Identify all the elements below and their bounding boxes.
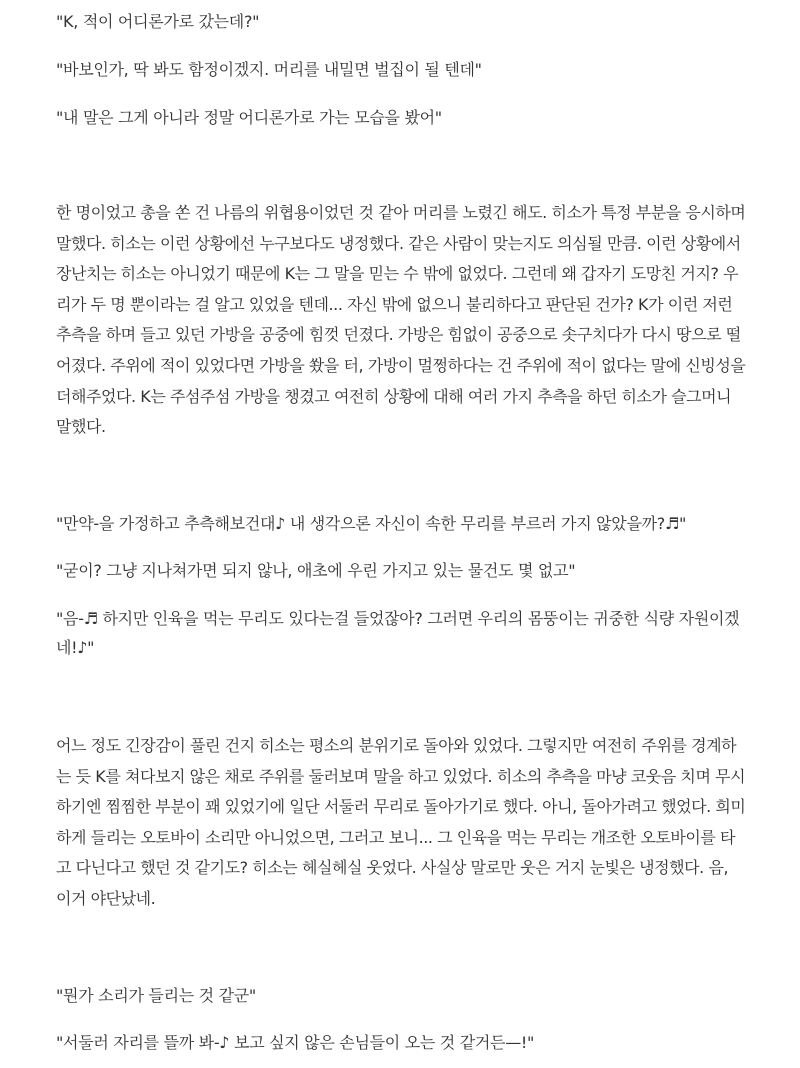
narration-paragraph: 어느 정도 긴장감이 풀린 건지 히소는 평소의 분위기로 돌아와 있었다. 그렇지만 여전히 주위를 경계하는 듯 K를 쳐다보지 않은 채로 주위를 둘러보며 말을 하고 있었다. 히소의 추측을 마냥 코웃음 치며 무시하기엔 찜찜한 부분이 꽤 있었기에 일단 서둘러 무리로 돌아가기로 했다. 아니, 돌아가려고 했었다. 희미하게 들리는 오토바이 소리만 아니었으면, 그러고 보니... 그 인육을 먹는 무리는 개조한 오토바이를 타고 다닌다고 했던 것 같기도? 히소는 헤실헤실 웃었다. 사실상 말로만 웃은 거지 눈빛은 냉정했다. 음, 이거 야단났네.: [56, 736, 746, 908]
dialogue-line: "바보인가, 딱 봐도 함정이겠지. 머리를 내밀면 벌집이 될 텐데": [56, 60, 482, 79]
dialogue-line: "K, 적이 어디론가로 갔는데?": [56, 12, 260, 31]
dialogue-line: "뭔가 소리가 들리는 것 같군": [56, 986, 256, 1005]
narration-paragraph: 한 명이었고 총을 쏜 건 나름의 위협용이었던 것 같아 머리를 노렸긴 해도. 히소가 특정 부분을 응시하며 말했다. 히소는 이런 상황에선 누구보다도 냉정했다. 같은 사람이 맞는지도 의심될 만큼. 이런 상황에서 장난치는 히소는 아니었기 때문에 K는 그 말을 믿는 수 밖에 없었다. 그런데 왜 갑자기 도망친 거지? 우리가 두 명 뿐이라는 걸 알고 있었을 텐데... 자신 밖에 없으니 불리하다고 판단된 건가? K가 이런 저런 추측을 하며 들고 있던 가방을 공중에 힘껏 던졌다. 가방은 힘없이 공중으로 솟구치다가 다시 땅으로 떨어졌다. 주위에 적이 있었다면 가방을 쐈을 터, 가방이 멀쩡하다는 건 주위에 적이 없다는 말에 신빙성을 더해주었다. K는 주섬주섬 가방을 챙겼고 여전히 상황에 대해 여러 가지 추측을 하던 히소가 슬그머니 말했다.: [56, 203, 746, 437]
dialogue-line: "내 말은 그게 아니라 정말 어디론가로 가는 모습을 봤어": [56, 108, 442, 127]
dialogue-line: "음-♬ 하지만 인육을 먹는 무리도 있다는걸 들었잖아? 그러면 우리의 몸뚱이는 귀중한 식량 자원이겠네!♪": [56, 609, 740, 657]
dialogue-line: "만약-을 가정하고 추측해보건대♪ 내 생각으론 자신이 속한 무리를 부르러 가지 않았을까?♬": [56, 514, 687, 533]
dialogue-line: "서둘러 자리를 뜰까 봐-♪ 보고 싶지 않은 손님들이 오는 것 같거든—!": [56, 1033, 535, 1052]
dialogue-line: "굳이? 그냥 지나쳐가면 되지 않나, 애초에 우린 가지고 있는 물건도 몇 없고": [56, 561, 576, 580]
